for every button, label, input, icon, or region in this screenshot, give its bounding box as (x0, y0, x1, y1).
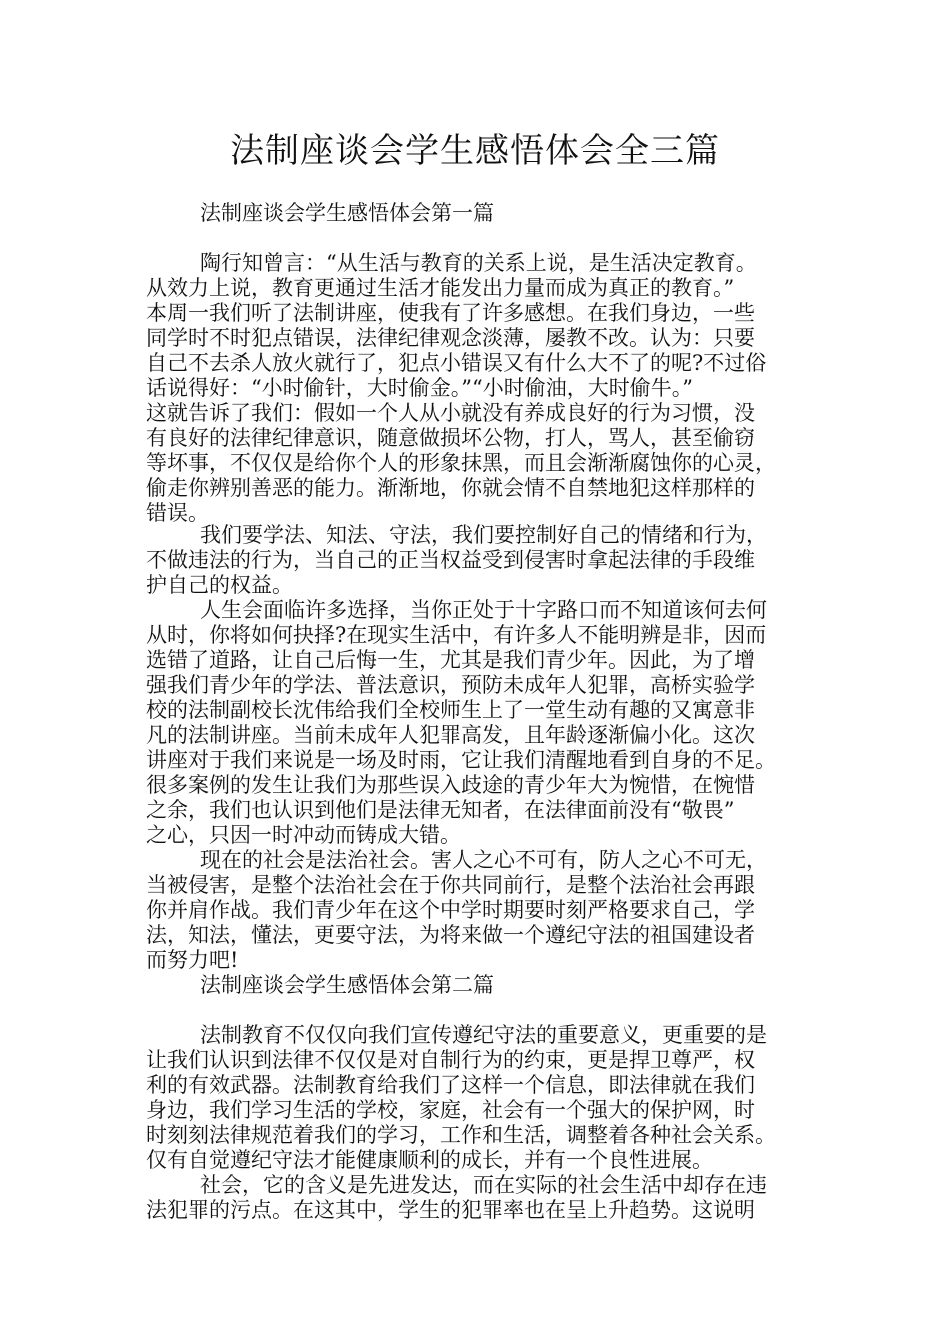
text-line: 法制教育不仅仅向我们宣传遵纪守法的重要意义，更重要的是 (200, 1023, 767, 1047)
text-line: 有良好的法律纪律意识，随意做损坏公物，打人，骂人，甚至偷窃 (146, 426, 755, 450)
text-line: 法犯罪的污点。在这其中，学生的犯罪率也在呈上升趋势。这说明 (146, 1198, 755, 1222)
text-line: 现在的社会是法治社会。害人之心不可有，防人之心不可无， (200, 848, 767, 872)
text-line: 很多案例的发生让我们为那些误入歧途的青少年大为惋惜，在惋惜 (146, 773, 755, 797)
text-line: 自己不去杀人放火就行了，犯点小错误又有什么大不了的呢?不过俗 (146, 351, 767, 375)
text-line: 本周一我们听了法制讲座，使我有了许多感想。在我们身边，一些 (146, 301, 755, 325)
section-heading-2: 法制座谈会学生感悟体会第二篇 (200, 973, 494, 997)
text-line: 你并肩作战。我们青少年在这个中学时期要时刻严格要求自己，学 (146, 898, 755, 922)
text-line: 人生会面临许多选择，当你正处于十字路口而不知道该何去何 (200, 598, 767, 622)
text-line: 从效力上说，教育更通过生活才能发出力量而成为真正的教育。” (146, 276, 735, 300)
text-line: 校的法制副校长沈伟给我们全校师生上了一堂生动有趣的又寓意非 (146, 698, 755, 722)
text-line: 陶行知曾言：“从生活与教育的关系上说，是生活决定教育。 (200, 251, 757, 275)
text-line: 之余，我们也认识到他们是法律无知者，在法律面前没有“敬畏” (146, 798, 735, 822)
document-title: 法制座谈会学生感悟体会全三篇 (230, 131, 720, 171)
section-heading-1: 法制座谈会学生感悟体会第一篇 (200, 201, 494, 225)
text-line: 不做违法的行为，当自己的正当权益受到侵害时拿起法律的手段维 (146, 548, 755, 572)
text-line: 这就告诉了我们：假如一个人从小就没有养成良好的行为习惯，没 (146, 401, 755, 425)
text-line: 同学时不时犯点错误，法律纪律观念淡薄，屡教不改。认为：只要 (146, 326, 755, 350)
text-line: 社会，它的含义是先进发达，而在实际的社会生活中却存在违 (200, 1173, 767, 1197)
text-line: 仅有自觉遵纪守法才能健康顺利的成长，并有一个良性进展。 (146, 1148, 713, 1172)
text-line: 让我们认识到法律不仅仅是对自制行为的约束，更是捍卫尊严，权 (146, 1048, 755, 1072)
text-line: 当被侵害，是整个法治社会在于你共同前行，是整个法治社会再跟 (146, 873, 755, 897)
text-line: 从时，你将如何抉择?在现实生活中，有许多人不能明辨是非，因而 (146, 623, 767, 647)
text-line: 利的有效武器。法制教育给我们了这样一个信息，即法律就在我们 (146, 1073, 755, 1097)
text-line: 话说得好：“小时偷针，大时偷金。”“小时偷油，大时偷牛。” (146, 376, 693, 400)
text-line: 法，知法，懂法，更要守法，为将来做一个遵纪守法的祖国建设者 (146, 923, 755, 947)
text-line: 凡的法制讲座。当前未成年人犯罪高发，且年龄逐渐偏小化。这次 (146, 723, 755, 747)
text-line: 偷走你辨别善恶的能力。渐渐地，你就会情不自禁地犯这样那样的 (146, 476, 755, 500)
text-line: 我们要学法、知法、守法，我们要控制好自己的情绪和行为， (200, 523, 767, 547)
text-line: 而努力吧! (146, 948, 239, 972)
text-line: 时刻刻法律规范着我们的学习，工作和生活，调整着各种社会关系。 (146, 1123, 776, 1147)
text-line: 护自己的权益。 (146, 573, 293, 597)
text-line: 选错了道路，让自己后悔一生，尤其是我们青少年。因此，为了增 (146, 648, 755, 672)
text-line: 等坏事，不仅仅是给你个人的形象抹黑，而且会渐渐腐蚀你的心灵， (146, 451, 776, 475)
text-line: 强我们青少年的学法、普法意识，预防未成年人犯罪，高桥实验学 (146, 673, 755, 697)
text-line: 身边，我们学习生活的学校，家庭，社会有一个强大的保护网，时 (146, 1098, 755, 1122)
text-line: 讲座对于我们来说是一场及时雨，它让我们清醒地看到自身的不足。 (146, 748, 776, 772)
text-line: 之心，只因一时冲动而铸成大错。 (146, 823, 461, 847)
text-line: 错误。 (146, 501, 209, 525)
